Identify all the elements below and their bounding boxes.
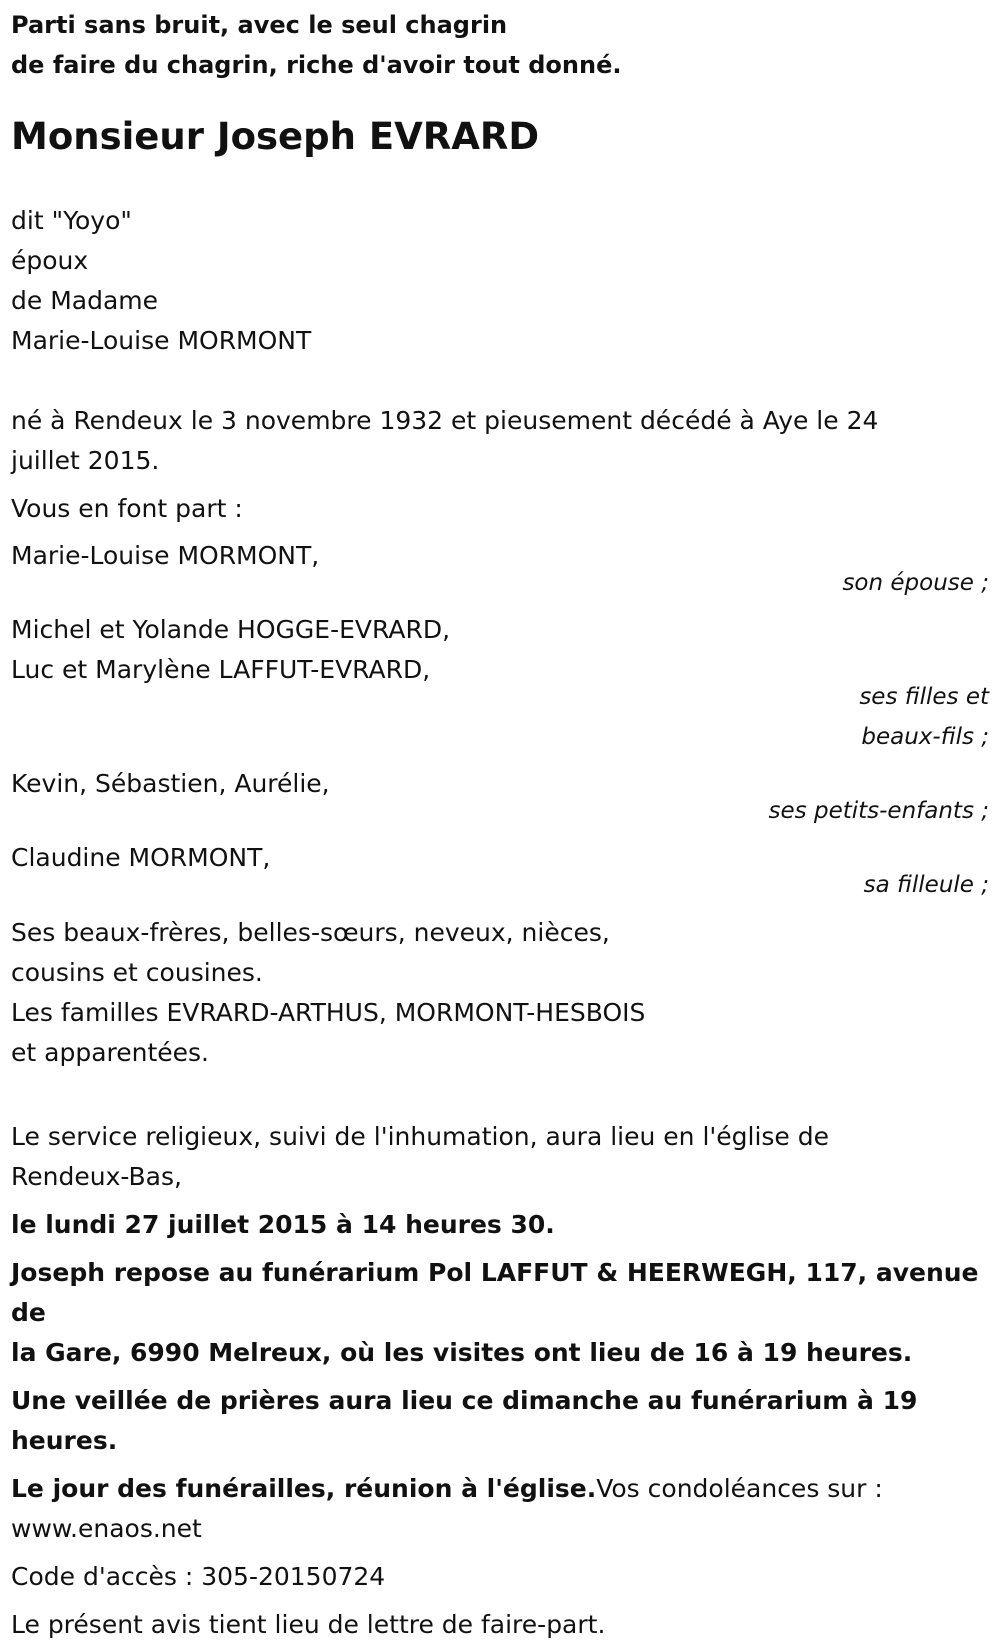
- birth-death-line-2: juillet 2015.: [11, 446, 160, 475]
- extended-family: [11, 913, 989, 1073]
- funeral-home-line-2: la Gare, 6990 Melreux, où les visites ont lieu de 16 à 19 heures.: [11, 1338, 913, 1367]
- relative-block-grandchildren: [11, 764, 989, 831]
- relation-label: ses petits-enfants ;: [768, 798, 989, 824]
- relation-label: ses filles et: [859, 684, 989, 710]
- service-line-2: Rendeux-Bas,: [11, 1162, 182, 1191]
- deceased-name: Monsieur Joseph EVRARD: [11, 115, 540, 158]
- spouse-label-2: de Madame: [11, 286, 159, 315]
- condolences-site[interactable]: www.enaos.net: [11, 1514, 202, 1543]
- closing-note: Le présent avis tient lieu de lettre de faire-part.: [11, 1610, 606, 1639]
- announcement: Vous en font part :: [11, 494, 243, 523]
- access-code: Code d'accès : 305-20150724: [11, 1562, 386, 1591]
- birth-death-line-1: né à Rendeux le 3 novembre 1932 et pieusement décédé à Aye le 24: [11, 406, 879, 435]
- service-datetime: le lundi 27 juillet 2015 à 14 heures 30.: [11, 1210, 555, 1239]
- nickname: dit "Yoyo": [11, 206, 132, 235]
- vigil-info: [11, 1381, 989, 1461]
- relative-name: Kevin, Sébastien, Aurélie,: [11, 769, 330, 798]
- epigraph: [11, 0, 989, 85]
- funeral-home-line-1: Joseph repose au funérarium Pol LAFFUT & HEERWEGH, 117, avenue de: [11, 1258, 979, 1327]
- birth-death-text: [11, 401, 989, 481]
- relation-label: beaux-fils ;: [861, 724, 989, 750]
- extended-family-line: et apparentées.: [11, 1038, 209, 1067]
- vigil-line-2: heures.: [11, 1426, 118, 1455]
- relative-name: Claudine MORMONT,: [11, 843, 271, 872]
- service-line-1: Le service religieux, suivi de l'inhumation, aura lieu en l'église de: [11, 1122, 830, 1151]
- relative-name: Luc et Marylène LAFFUT-EVRARD,: [11, 655, 431, 684]
- extended-family-line: cousins et cousines.: [11, 958, 263, 987]
- epigraph-line-1: Parti sans bruit, avec le seul chagrin: [11, 11, 508, 39]
- extended-family-line: Ses beaux-frères, belles-sœurs, neveux, nièces,: [11, 918, 610, 947]
- relation-label: son épouse ;: [842, 570, 989, 596]
- relative-name: Michel et Yolande HOGGE-EVRARD,: [11, 615, 451, 644]
- meeting-text: Le jour des funérailles, réunion à l'église.: [11, 1474, 597, 1503]
- extended-family-line: Les familles EVRARD-ARTHUS, MORMONT-HESBOIS: [11, 998, 646, 1027]
- epigraph-line-2: de faire du chagrin, riche d'avoir tout donné.: [11, 51, 622, 79]
- meeting-and-condolences: [11, 1469, 989, 1549]
- spouse-name: Marie-Louise MORMONT: [11, 326, 312, 355]
- funeral-home-info: [11, 1253, 989, 1373]
- relative-name: Marie-Louise MORMONT,: [11, 541, 320, 570]
- service-location: [11, 1117, 989, 1197]
- relative-block-goddaughter: [11, 838, 989, 905]
- relative-block-spouse: [11, 536, 989, 603]
- relation-label: sa filleule ;: [863, 872, 989, 898]
- spouse-label-1: époux: [11, 246, 89, 275]
- condolences-label: Vos condoléances sur :: [596, 1474, 883, 1503]
- deceased-details: [11, 201, 989, 361]
- obituary-notice: [11, 0, 989, 1645]
- vigil-line-1: Une veillée de prières aura lieu ce dimanche au funérarium à 19: [11, 1386, 918, 1415]
- relative-block-daughters: [11, 610, 989, 757]
